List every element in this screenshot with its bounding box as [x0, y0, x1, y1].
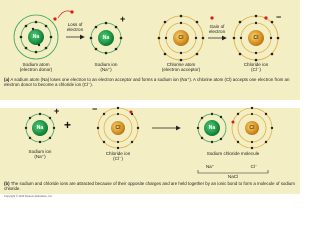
- molecule-name: Sodium chloride molecule: [206, 151, 260, 156]
- chloride-ion-name: Chloride ion: [243, 62, 269, 67]
- loss-arrow-label: Loss of electron: [66, 22, 84, 32]
- sodium-atom-symbol: Na: [32, 34, 40, 40]
- sodium-ion-formula: (Na⁺): [100, 67, 112, 72]
- chloride-ion-charge: −: [276, 12, 282, 22]
- caption-a: [4, 77, 296, 87]
- chloride-ion-b-name: Chloride ion: [105, 151, 131, 156]
- caption-b-text: The sodium and chloride ions are attracted because of their opposite charges and are held together by an ionic bond to form a molecule of sodium chloride.: [4, 181, 295, 192]
- chlorine-atom-symbol: Cl: [178, 35, 184, 41]
- chloride-ion-formula: (Cl⁻): [251, 67, 261, 72]
- sodium-ion-b-name: Sodium ion: [28, 149, 52, 154]
- molecule-na-label: Na⁺: [205, 164, 215, 169]
- chloride-ion-b-charge: −: [92, 104, 98, 114]
- chlorine-atom-name: Chlorine atom: [166, 62, 196, 67]
- gain-arrow-label: Gain of electron: [208, 24, 226, 34]
- chlorine-atom-role: (electron acceptor): [161, 67, 201, 72]
- formula-bracket: [198, 170, 268, 173]
- chloride-ion-b-symbol: Cl: [115, 125, 121, 131]
- chloride-ion-symbol: Cl: [253, 35, 259, 41]
- molecule-na-symbol: Na: [208, 125, 216, 131]
- caption-a-text: A sodium atom (Na) loses one electron to an electron acceptor and forms a sodium ion (Na⁺). A chlorine atom (Cl) accepts one electron from an electron donor to become a chloride ion (Cl⁻).: [4, 77, 290, 88]
- sodium-ion-b-charge: +: [54, 106, 60, 116]
- sodium-ion-name: Sodium ion: [94, 62, 118, 67]
- sodium-ion-b-formula: (Na⁺): [34, 154, 46, 159]
- sodium-atom-role: (electron donor): [19, 67, 53, 72]
- chloride-ion-b-formula: (Cl⁻): [113, 156, 123, 161]
- molecule-formula: NaCl: [227, 174, 239, 179]
- molecule-cl-label: Cl⁻: [250, 164, 258, 169]
- copyright-notice: Copyright © 2010 Pearson Education, Inc.: [4, 195, 53, 198]
- molecule-cl-symbol: Cl: [249, 125, 255, 131]
- sodium-ion-symbol: Na: [102, 35, 110, 41]
- plus-sign: +: [64, 118, 72, 132]
- caption-b-label: (b): [4, 181, 10, 186]
- caption-b: [4, 181, 296, 191]
- caption-a-label: (a): [4, 77, 10, 82]
- transferred-electron: [53, 17, 56, 20]
- sodium-ion-charge: +: [120, 14, 126, 24]
- sodium-atom-name: Sodium atom: [22, 62, 50, 67]
- sodium-ion-b-symbol: Na: [36, 125, 44, 131]
